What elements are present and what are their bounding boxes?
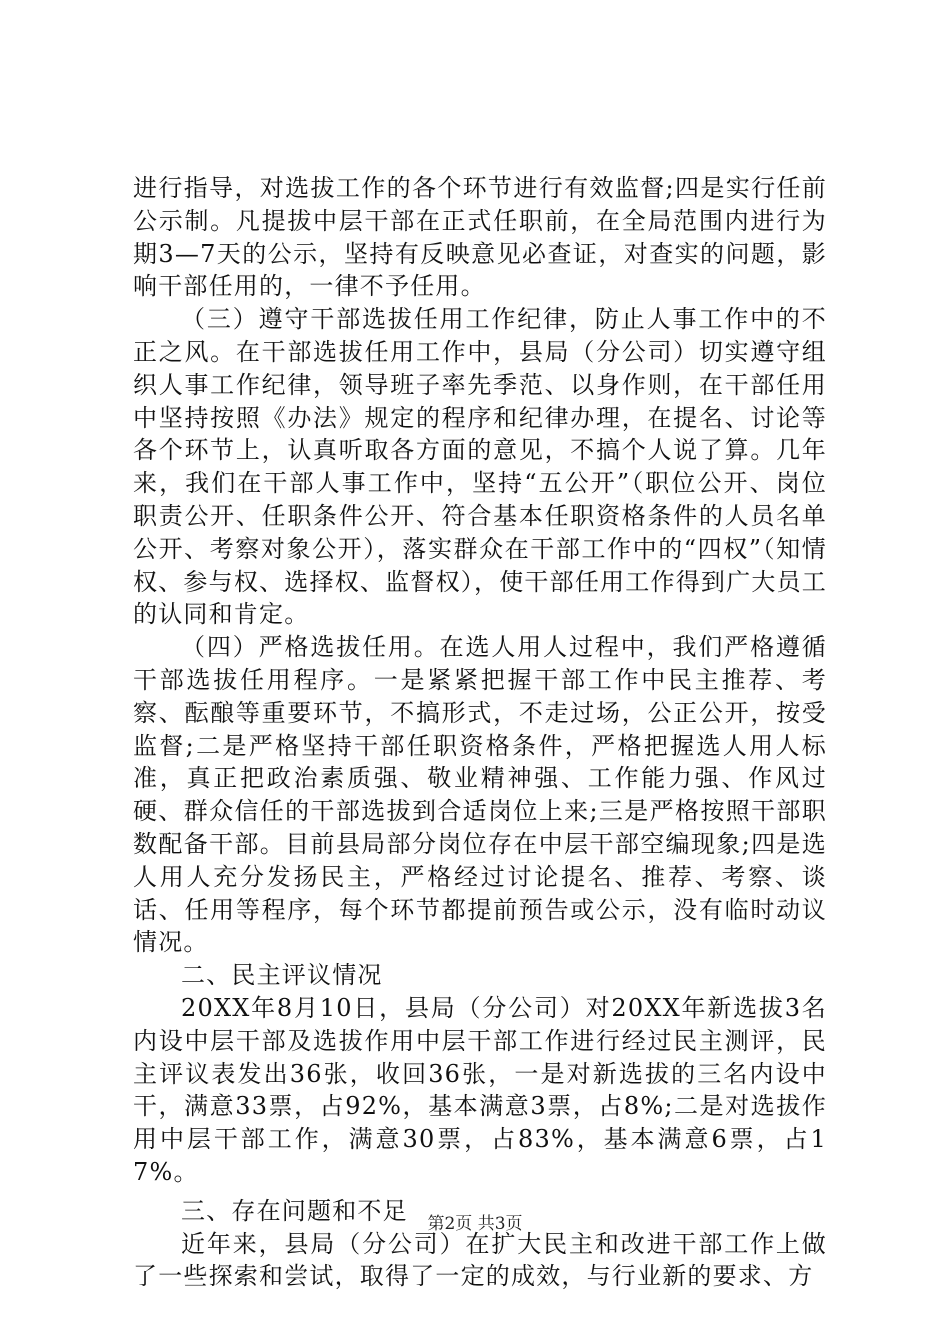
paragraph-section-four: （四）严格选拔任用。在选人用人过程中，我们严格遵循干部选拔任用程序。一是紧紧把握干部工作中民主推荐、考察、酝酿等重要环节，不搞形式，不走过场，公正公开，按受监督;二是严格坚持干部任职资格条件，严格把握选人用人标准，真正把政治素质强、敬业精神强、工作能力强、作风过硬、群众信任的干部选拔到合适岗位上来;三是严格按照干部职数配备干部。目前县局部分岗位存在中层干部空编现象;四是选人用人充分发扬民主，严格经过讨论提名、推荐、考察、谈话、任用等程序，每个环节都提前预告或公示，没有临时动议情况。 (133, 633, 827, 957)
heading-problems: 三、存在问题和不足 (181, 1196, 408, 1225)
page-number-footer: 第2页 共3页 (427, 1214, 523, 1234)
paragraph-section-three: （三）遵守干部选拔任用工作纪律，防止人事工作中的不正之风。在干部选拔任用工作中，县局（分公司）切实遵守组织人事工作纪律，领导班子率先季范、以身作则，在干部任用中坚持按照《办法》规定的程序和纪律办理，在提名、讨论等各个环节上，认真听取各方面的意见，不搞个人说了算。几年来，我们在干部人事工作中，坚持“五公开”（职位公开、岗位职责公开、任职条件公开、符合基本任职资格条件的人员名单公开、考察对象公开），落实群众在干部工作中的“四权”（知情权、参与权、选择权、监督权），使干部任用工作得到广大员工的认同和肯定。 (133, 305, 827, 629)
paragraph-problems-intro: 近年来，县局（分公司）在扩大民主和改进干部工作上做了一些探索和尝试，取得了一定的成效，与行业新的要求、方 (133, 1229, 827, 1291)
document-body (133, 172, 827, 1293)
heading-democratic-review: 二、民主评议情况 (181, 961, 383, 990)
paragraph-continuation: 进行指导，对选拔工作的各个环节进行有效监督;四是实行任前公示制。凡提拔中层干部在正式任职前，在全局范围内进行为期3—7天的公示，坚持有反映意见必查证，对查实的问题，影响干部任用的，一律不予任用。 (133, 174, 827, 301)
paragraph-review-results: 20XX年8月10日，县局（分公司）对20XX年新选拔3名内设中层干部及选拔作用中层干部工作进行经过民主测评，民主评议表发出36张，收回36张，一是对新选拔的三名内设中干，满意33票，占92%，基本满意3票，占8%;二是对选拔作用中层干部工作，满意30票，占83%，基本满意6票，占17%。 (133, 993, 827, 1186)
